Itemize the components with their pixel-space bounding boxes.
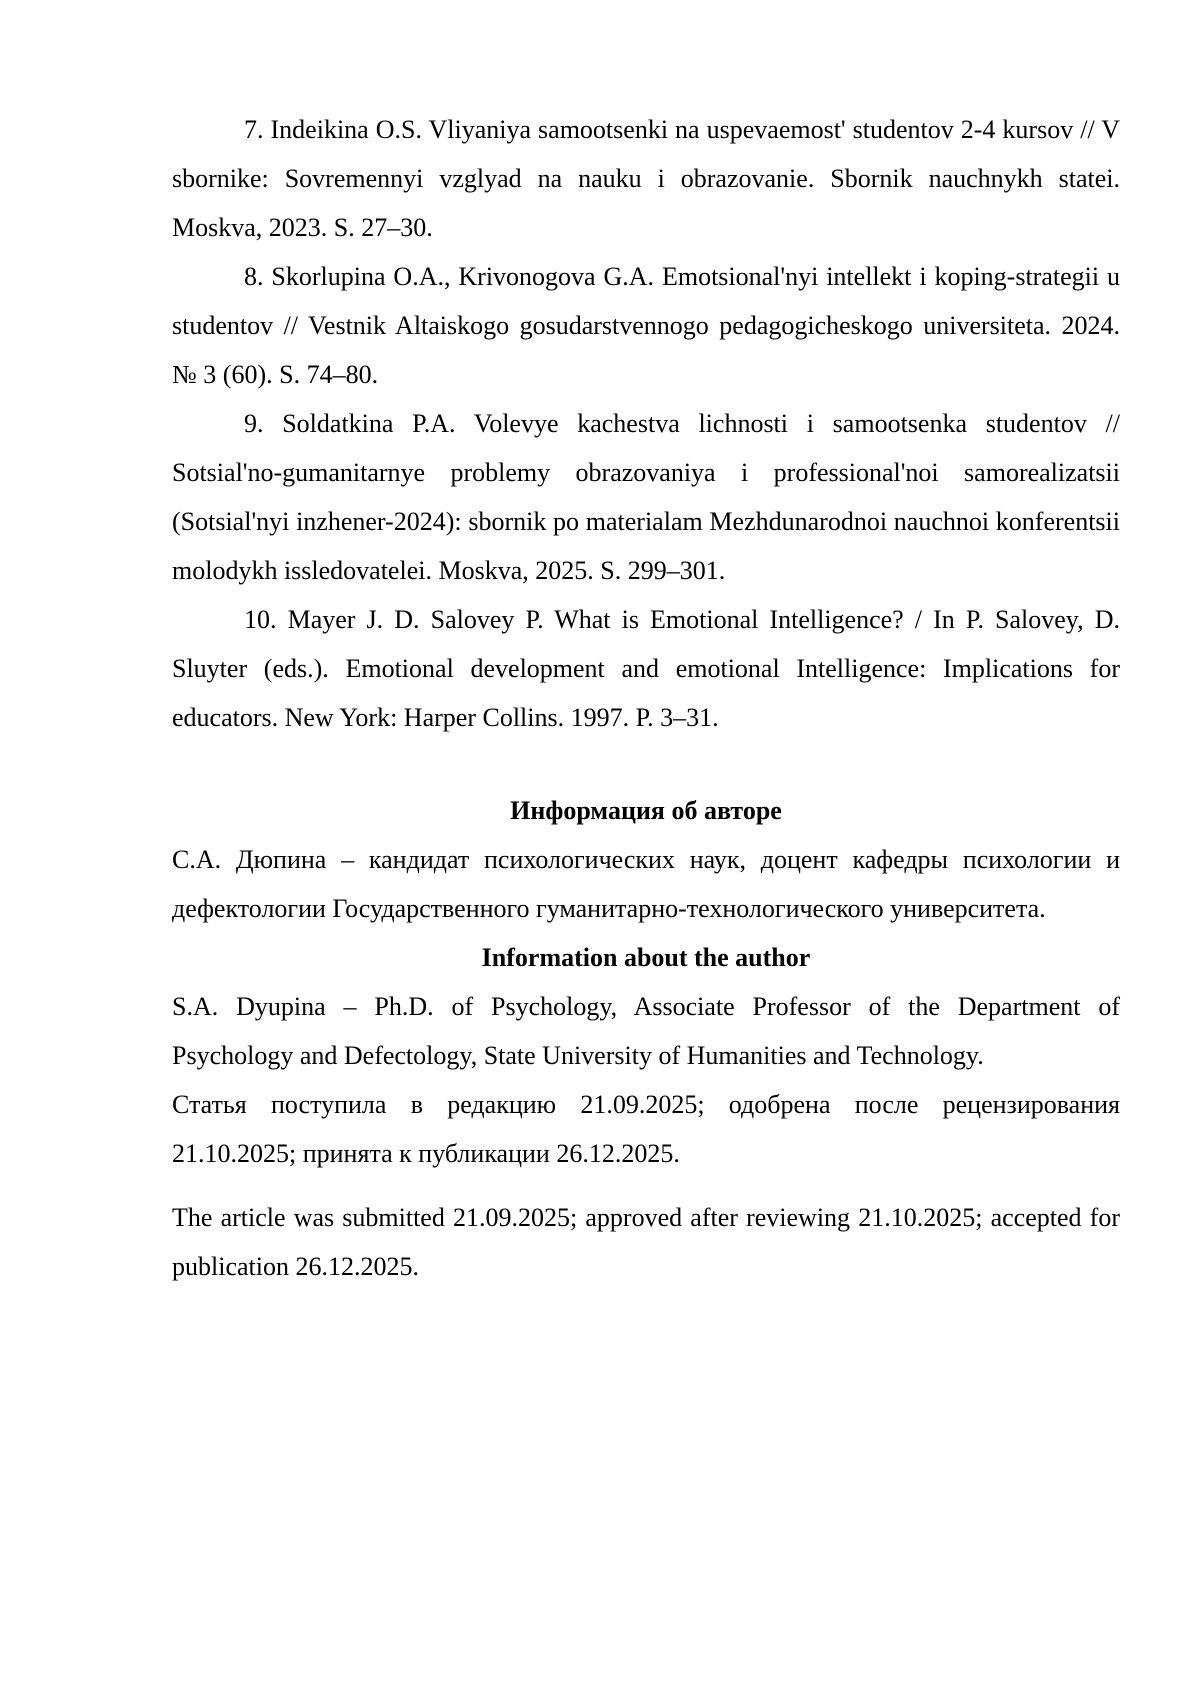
reference-list — [172, 105, 1120, 742]
reference-item: 10. Mayer J. D. Salovey P. What is Emotional Intelligence? / In P. Salovey, D. Sluyter (eds.). Emotional development and emotional Intelligence: Implications for educators. New York: Harper Collins. 1997. P. 3–31. — [172, 605, 1120, 732]
document-page — [172, 105, 1120, 1291]
article-dates-en: The article was submitted 21.09.2025; approved after reviewing 21.10.2025; accepted for publication 26.12.2025. — [172, 1203, 1120, 1281]
reference-item: 9. Soldatkina P.A. Volevye kachestva lichnosti i samootsenka studentov // Sotsial'no-gumanitarnye problemy obrazovaniya i professional'noi samorealizatsii (Sotsial'nyi inzhener-2024): sbornik po materialam Mezhdunarodnoi nauchnoi konferentsii molodykh issledovatelei. Moskva, 2025. S. 299–301. — [172, 409, 1120, 585]
author-info-heading-en: Information about the author — [481, 943, 811, 972]
reference-item: 8. Skorlupina O.A., Krivonogova G.A. Emotsional'nyi intellekt i koping-strategii u studentov // Vestnik Altaiskogo gosudarstvennogo pedagogicheskogo universiteta. 2024. № 3 (60). S. 74–80. — [172, 262, 1120, 389]
author-info-heading-ru: Информация об авторе — [510, 796, 782, 825]
reference-item: 7. Indeikina O.S. Vliyaniya samootsenki na uspevaemost' studentov 2-4 kursov // V sbornike: Sovremennyi vzglyad na nauku i obrazovanie. Sbornik nauchnykh statei. Moskva, 2023. S. 27–30. — [172, 115, 1120, 242]
author-info-text-en: S.A. Dyupina – Ph.D. of Psychology, Associate Professor of the Department of Psychology and Defectology, State University of Humanities and Technology. — [172, 992, 1120, 1070]
author-info-text-ru: С.А. Дюпина – кандидат психологических наук, доцент кафедры психологии и дефектологии Государственного гуманитарно-технологического университета. — [172, 845, 1120, 923]
article-dates-ru: Статья поступила в редакцию 21.09.2025; одобрена после рецензирования 21.10.2025; принята к публикации 26.12.2025. — [172, 1090, 1120, 1168]
